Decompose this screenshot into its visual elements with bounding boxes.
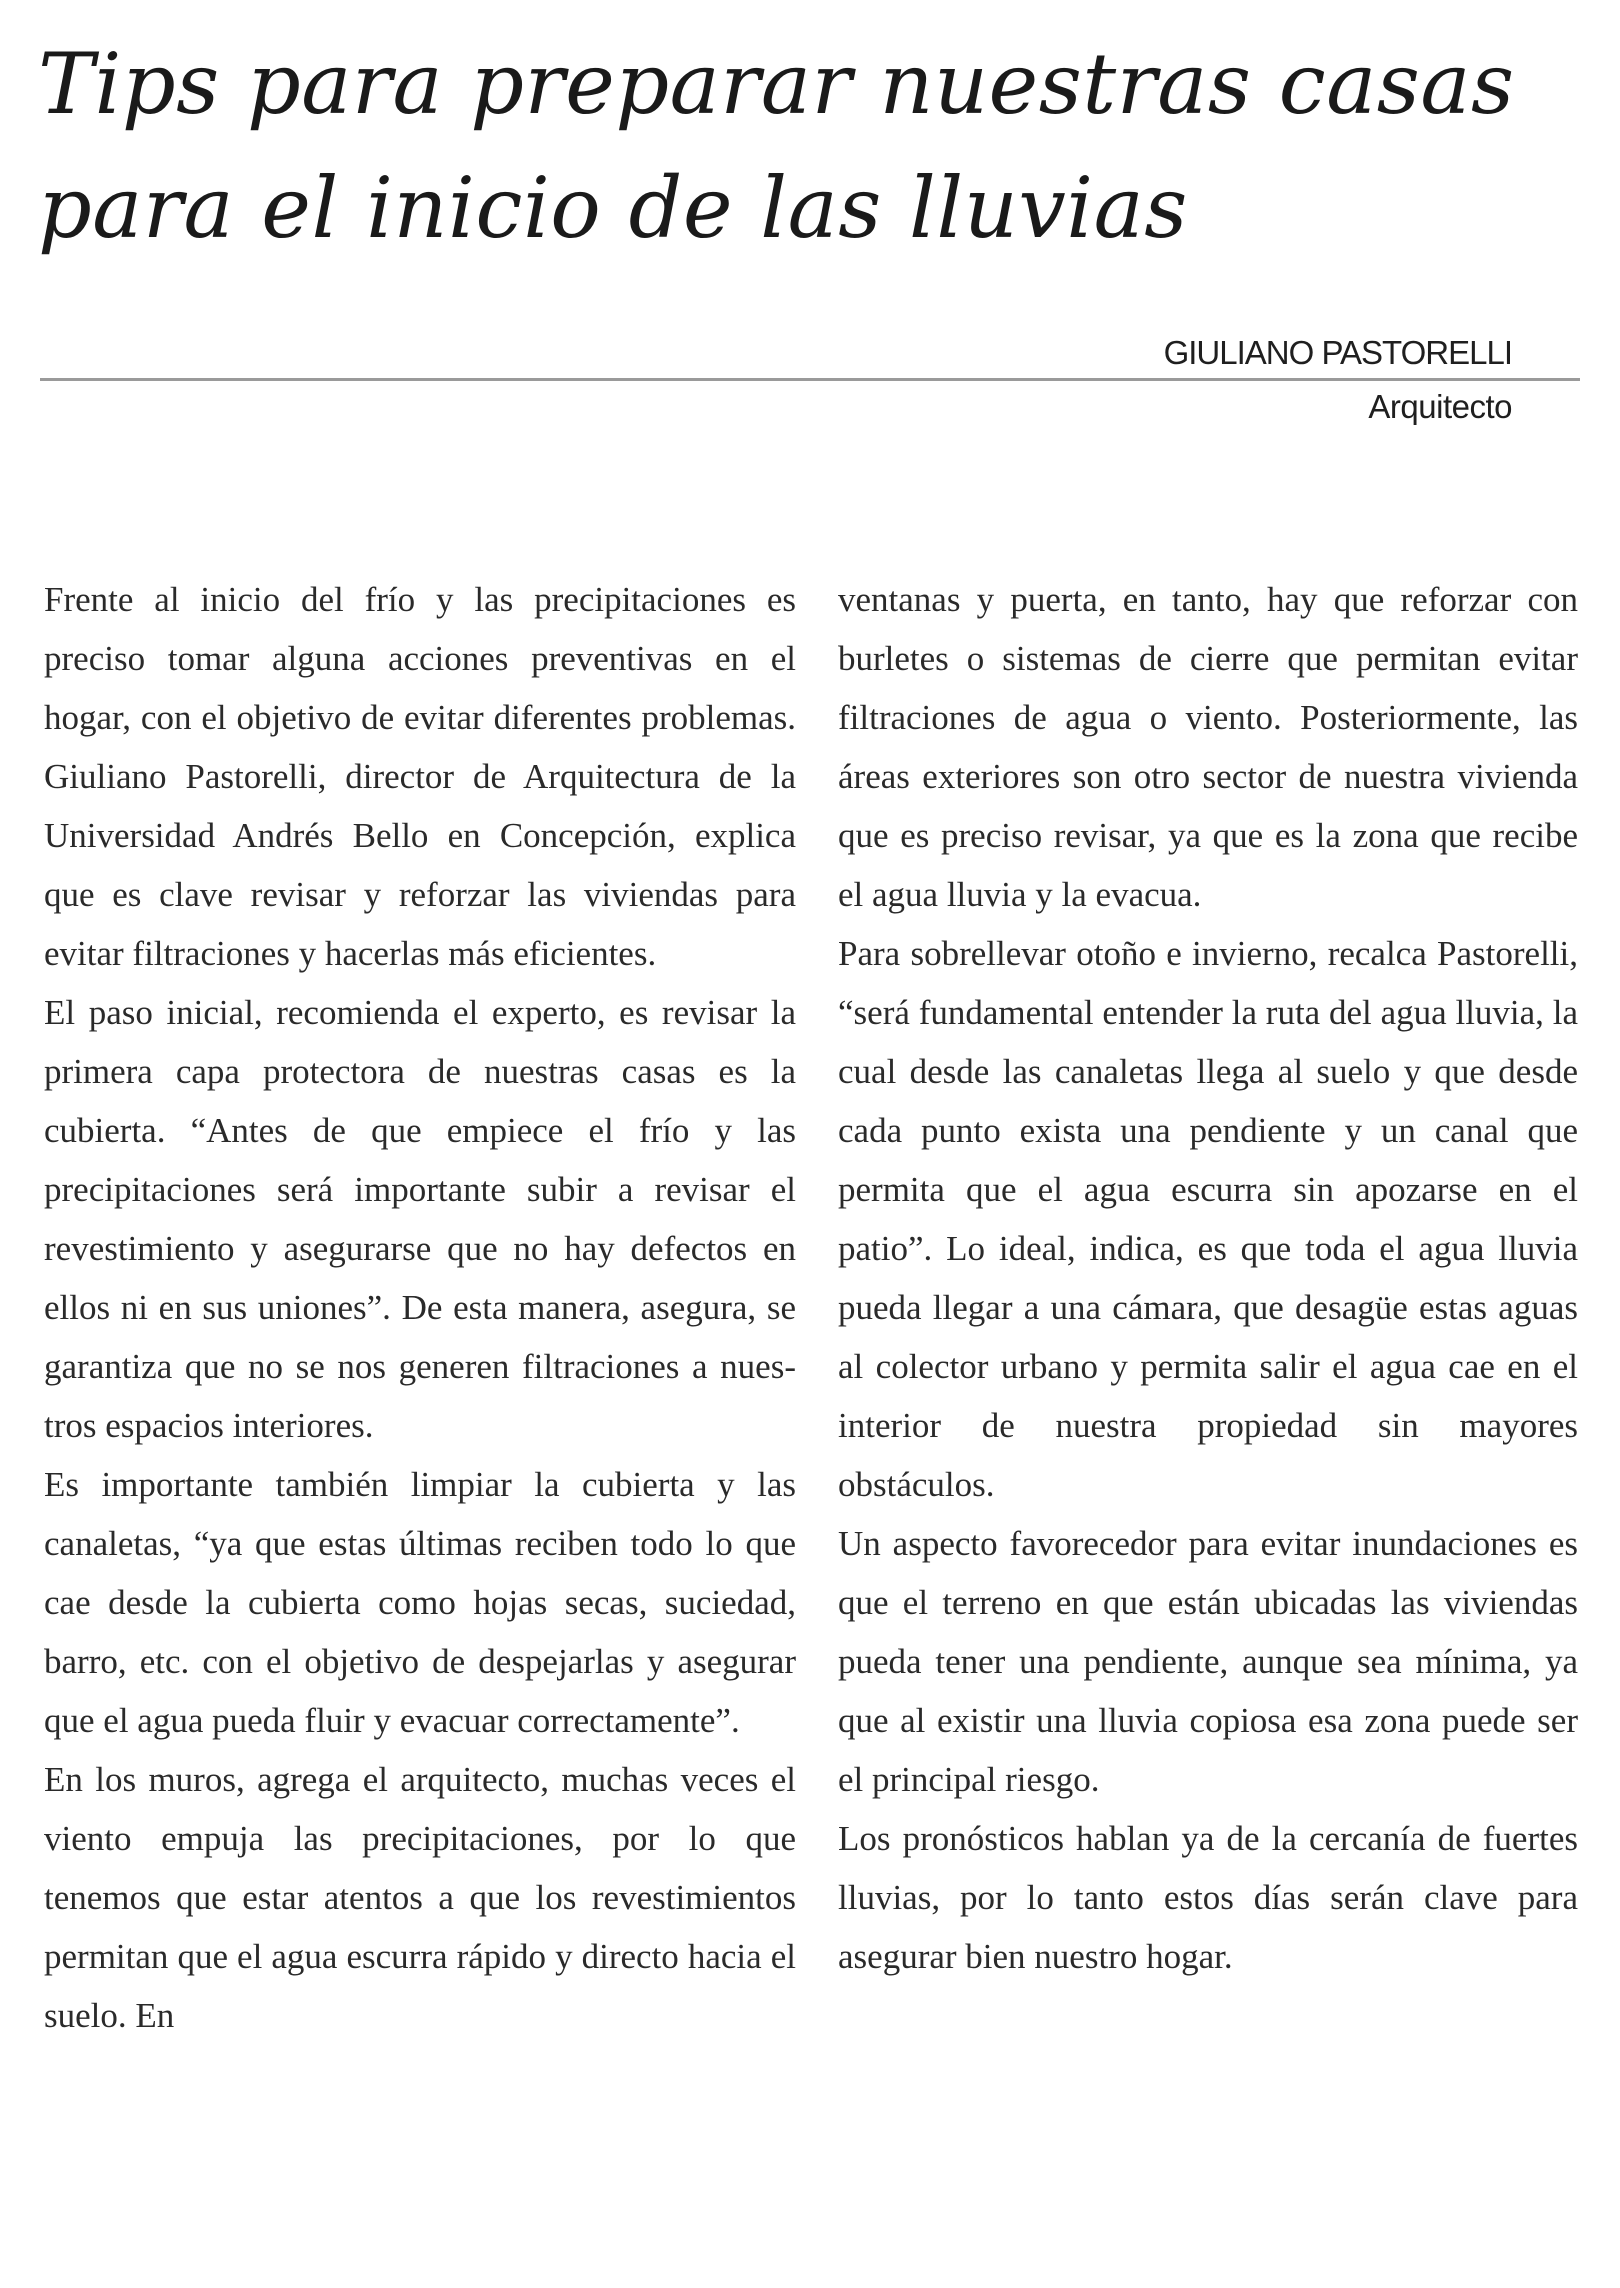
paragraph: Un aspecto favorecedor para evitar inundaciones es que el terreno en que están ubicadas las viviendas pueda tener una pendiente, aunque sea mínima, ya que al existir una lluvia copiosa esa zona puede ser el principal riesgo. bbox=[838, 1524, 1578, 1799]
body-column-left bbox=[44, 570, 796, 2045]
article-headline bbox=[38, 22, 1578, 270]
headline-line-2: para el inicio de las lluvias bbox=[38, 159, 1188, 257]
paragraph: Los pronósticos hablan ya de la cercanía de fuertes lluvias, por lo tanto estos días serán clave para asegurar bien nuestro hogar. bbox=[838, 1819, 1578, 1976]
paragraph: Es importante también limpiar la cubierta y las canaletas, “ya que estas últimas reciben todo lo que cae desde la cubierta como hojas secas, suciedad, barro, etc. con el objetivo de despejarlas y asegurar que el agua pueda fluir y evacuar correctamente”. bbox=[44, 1465, 796, 1740]
paragraph: En los muros, agrega el arquitecto, muchas veces el viento empuja las precipitaciones, por lo que tenemos que estar atentos a que los revestimientos permitan que el agua escurra rápido y directo hacia el suelo. En bbox=[44, 1760, 796, 2035]
headline-line-1: Tips para preparar nuestras casas bbox=[38, 35, 1515, 133]
paragraph: Para sobrellevar otoño e invierno, recalca Pastorelli, “será fundamental entender la ruta del agua lluvia, la cual desde las canaletas llega al suelo y que desde cada punto exista una pendiente y un canal que permita que el agua escurra sin apozarse en el patio”. Lo ideal, indica, es que toda el agua lluvia pueda llegar a una cámara, que desagüe estas aguas al colector urbano y permita salir el agua cae en el interior de nuestra propiedad sin mayores obstáculos. bbox=[838, 934, 1578, 1504]
paragraph: Frente al inicio del frío y las precipitaciones es preciso tomar alguna acciones preventivas en el hogar, con el objetivo de evitar diferentes problemas. Giuliano Pastorelli, director de Arquitectura de la Universidad Andrés Bello en Concepción, explica que es clave revisar y reforzar las viviendas para evitar filtraciones y hacerlas más eficientes. bbox=[44, 580, 796, 973]
byline-divider bbox=[40, 378, 1580, 381]
paragraph: El paso inicial, recomienda el experto, es revisar la primera capa protectora de nuestras casas es la cubierta. “Antes de que empiece el frío y las precipitaciones será importante subir a revisar el revestimiento y asegurarse que no hay defectos en ellos ni en sus uniones”. De esta manera, asegura, se garantiza que no se nos generen filtraciones a nuestros espacios interiores. bbox=[44, 993, 796, 1445]
paragraph: ventanas y puerta, en tanto, hay que reforzar con burletes o sistemas de cierre que permitan evitar filtraciones de agua o viento. Posteriormente, las áreas exteriores son otro sector de nuestra vivienda que es preciso revisar, ya que es la zona que recibe el agua lluvia y la evacua. bbox=[838, 580, 1578, 914]
author-role: Arquitecto bbox=[1368, 388, 1512, 425]
body-column-right bbox=[838, 570, 1578, 1986]
author-name: GIULIANO PASTORELLI bbox=[1163, 334, 1512, 371]
